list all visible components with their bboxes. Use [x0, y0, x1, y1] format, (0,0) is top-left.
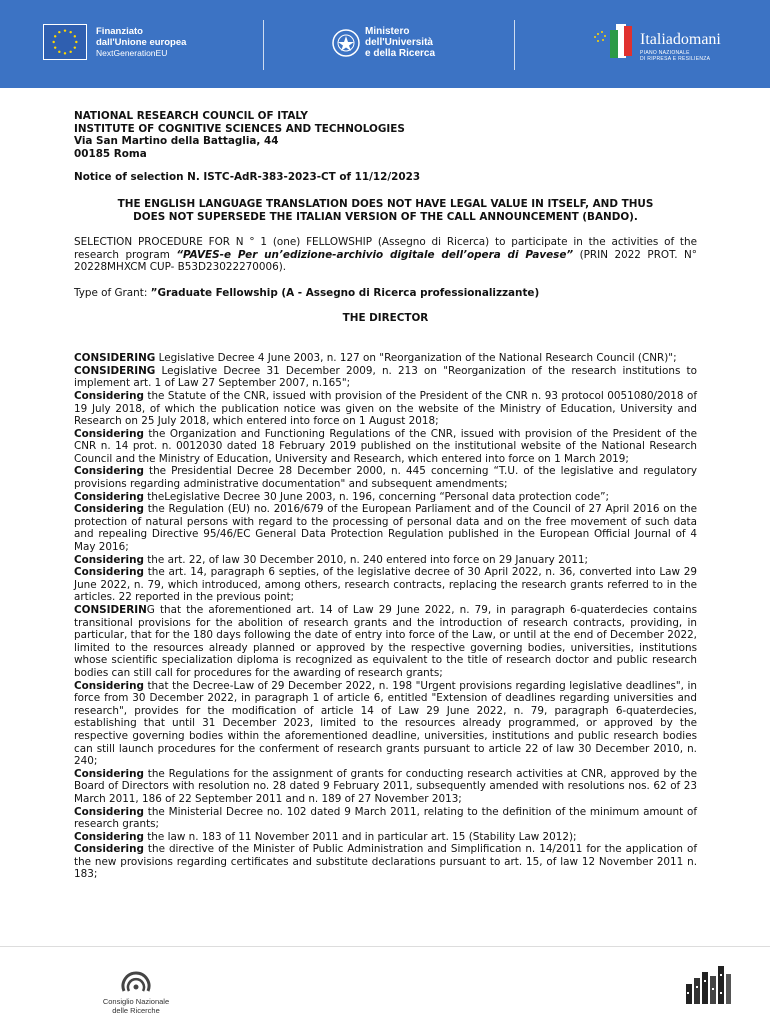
considering-lead: Considering [74, 679, 144, 692]
document-body [74, 110, 697, 881]
considering-lead: Considering [74, 490, 144, 503]
selection-procedure [74, 236, 697, 274]
italia-domani-text: Italiadomani [640, 31, 721, 48]
mur-line1: Ministero [365, 26, 410, 37]
grant-type [74, 287, 697, 300]
considering-text: the Ministerial Decree no. 102 dated 9 March 2011, relating to the definition of the minimum amount of research grants; [74, 805, 697, 831]
considering-lead: Considering [74, 805, 144, 818]
considering-text: the Presidential Decree 28 December 2000, n. 445 concerning “T.U. of the legislative and regulatory provisions regarding administrative documentation" and subsequent amendments; [74, 465, 697, 491]
considering-item [74, 390, 697, 428]
considering-text: the Regulations for the assignment of grants for conducting research activities at CNR, approved by the Board of Directors with resolution no. 28 dated 9 February 2011, subsequently amended with resolutions nos. 62 of 23 March 2011, 186 of 22 September 2011 and n. 189 of 27 November 2013; [74, 767, 697, 805]
director-heading: THE DIRECTOR [342, 311, 429, 324]
considering-lead: Considering [74, 830, 144, 843]
considering-lead: CONSIDERING [74, 352, 156, 365]
considering-lead: Considering [74, 553, 144, 566]
istc-logo-icon [684, 962, 732, 1006]
considering-lead: CONSIDERING [74, 364, 156, 377]
considering-item [74, 365, 697, 390]
considering-lead: Considering [74, 767, 144, 780]
considerings-list [74, 352, 697, 881]
eu-funding-text [96, 26, 186, 59]
footer-divider [0, 946, 770, 947]
considering-item [74, 604, 697, 680]
cnr-line2: delle Ricerche [112, 1006, 160, 1015]
considering-text: Legislative Decree 31 December 2009, n. 213 on "Reorganization of the research institutions to implement art. 1 of Law 27 September 2007, n.165"; [74, 364, 697, 390]
considering-item [74, 566, 697, 604]
considering-item [74, 491, 697, 504]
considering-item [74, 831, 697, 844]
eu-line3: NextGenerationEU [96, 48, 168, 58]
ministry-seal-icon [331, 28, 361, 58]
considering-item [74, 503, 697, 553]
italia-domani-subtitle [640, 50, 710, 62]
considering-lead: Considering [74, 389, 144, 402]
considering-text: the art. 14, paragraph 6 septies, of the legislative decree of 30 April 2022, n. 36, converted into Law 29 June 2022, n. 79, which introduced, among others, research contracts, replacing the research grants referred to in the articles. 22 reported in the previous point; [74, 566, 697, 604]
mur-line2: dell'Università [365, 37, 433, 48]
selection-pre: SELECTION PROCEDURE FOR N ° 1 (one) FELLOWSHIP (Assegno di Ricerca) to participate in the activities of the research program [74, 236, 697, 261]
mur-line3: e della Ricerca [365, 48, 436, 59]
considering-lead: Considering [74, 566, 144, 579]
considering-item [74, 465, 697, 490]
grant-label: Type of Grant: [74, 286, 151, 299]
italia-domani-logo-icon [590, 22, 634, 62]
eu-flag-icon [43, 24, 87, 60]
considering-text: the art. 22, of law 30 December 2010, n. 240 entered into force on 29 January 2011; [143, 553, 589, 566]
considering-text: Legislative Decree 4 June 2003, n. 127 on "Reorganization of the National Research Council (CNR)"; [155, 352, 677, 365]
considering-lead: Considering [74, 843, 144, 856]
considering-text: the law n. 183 of 11 November 2011 and in particular art. 15 (Stability Law 2012); [143, 830, 577, 843]
eu-line2: dall'Unione europea [96, 37, 187, 48]
considering-text: the Statute of the CNR, issued with provision of the President of the CNR n. 93 protocol 0051080/2018 of 19 July 2018, of which the publication notice was given on the website of the Ministry of Education, University and Research on 25 July 2018, which entered into force on 1 August 2018; [74, 389, 697, 428]
disclaimer-line1: THE ENGLISH LANGUAGE TRANSLATION DOES NOT HAVE LEGAL VALUE IN ITSELF, AND THUS [117, 197, 654, 210]
considering-text: the Organization and Functioning Regulations of the CNR, issued with provision of the President of the CNR n. 14 prot. n. 0012030 dated 18 February 2019 published on the institutional website of the National Research Council and the Ministry of Education, University and Research, which entered into force on 1 March 2019; [74, 427, 697, 465]
considering-item [74, 680, 697, 768]
address-line: INSTITUTE OF COGNITIVE SCIENCES AND TECHNOLOGIES [74, 122, 405, 135]
grant-value: ”Graduate Fellowship (A - Assegno di Ricerca professionalizzante) [150, 286, 540, 299]
translation-disclaimer [74, 198, 697, 223]
considering-lead: CONSIDERIN [74, 604, 147, 616]
considering-text: G that the aforementioned art. 14 of Law 29 June 2022, n. 79, in paragraph 6-quaterdecies contains transitional provisions for the abolition of research grants and the introduction of research contracts, providing, in particular, that for the 180 days following the date of entry into force of the Law, or until at the end of December 2022, limited to the resources already planned or approved by the respective governing bodies, universities, institutions whose scientific specialization diploma is recognized as equivalent to the title of research doctor and public research bodies can still call for procedures for the awarding of research grants; [74, 604, 697, 679]
considering-item [74, 428, 697, 466]
considering-item [74, 806, 697, 831]
considering-lead: Considering [74, 503, 144, 516]
eu-line1: Finanziato [96, 26, 143, 37]
header-divider [514, 20, 515, 70]
cnr-line1: Consiglio Nazionale [102, 997, 170, 1006]
italia-sub-line2: DI RIPRESA E RESILIENZA [640, 56, 711, 62]
program-title: “PAVES-e Per un’edizione-archivio digitale dell’opera di Pavese” [176, 248, 574, 261]
address-block [74, 110, 697, 160]
considering-item [74, 843, 697, 881]
disclaimer-line2: DOES NOT SUPERSEDE THE ITALIAN VERSION OF THE CALL ANNOUNCEMENT (BANDO). [133, 210, 638, 223]
considering-item [74, 554, 697, 567]
considering-lead: Considering [74, 465, 144, 478]
considering-text: theLegislative Decree 30 June 2003, n. 196, concerning “Personal data protection code”; [143, 490, 609, 503]
italia-sub-line1: PIANO NAZIONALE [640, 50, 690, 56]
considering-item [74, 352, 697, 365]
considering-text: that the Decree-Law of 29 December 2022, n. 198 "Urgent provisions regarding legislative deadlines", in force from 30 December 2022, in paragraph 1 of article 6, entitled "Extension of deadlines regarding universities and research", provides for the modification of article 14 of Law 29 June 2022, n. 79, paragraph 6-quaterdecies, establishing that until 31 December 2023, limited to the resources already programmed, or approved by the respective governing bodies within the aforementioned deadline, universities, institutions and public research bodies can still launch procedures for the conferment of research grants pursuant to article 22 of law 30 December 2010, n. 240; [74, 679, 697, 768]
address-line: Via San Martino della Battaglia, 44 [74, 135, 279, 148]
considering-text: the directive of the Minister of Public Administration and Simplification n. 14/2011 for the application of the new provisions regarding certificates and substitute declarations pursuant to art. 15, of law 12 November 2011 n. 183; [74, 843, 697, 881]
ministry-text [365, 26, 435, 59]
address-line: 00185 Roma [74, 147, 147, 160]
cnr-name [100, 997, 172, 1015]
selection-post: (PRIN 2022 PROT. N° 20228MHXCM CUP- B53D23022270006). [74, 248, 697, 274]
considering-text: the Regulation (EU) no. 2016/679 of the European Parliament and of the Council of 27 April 2016 on the protection of natural persons with regard to the processing of personal data and on the free movement of such data and repealing Directive 95/46/EC General Data Protection Regulation published in the European Official Journal of 4 May 2016; [74, 503, 697, 554]
header-banner [0, 0, 770, 88]
considering-item [74, 768, 697, 806]
header-divider [263, 20, 264, 70]
considering-lead: Considering [74, 427, 144, 440]
address-line: NATIONAL RESEARCH COUNCIL OF ITALY [74, 110, 308, 122]
cnr-logo-icon [118, 965, 154, 995]
notice-title: Notice of selection N. ISTC-AdR-383-2023-CT of 11/12/2023 [74, 171, 421, 184]
